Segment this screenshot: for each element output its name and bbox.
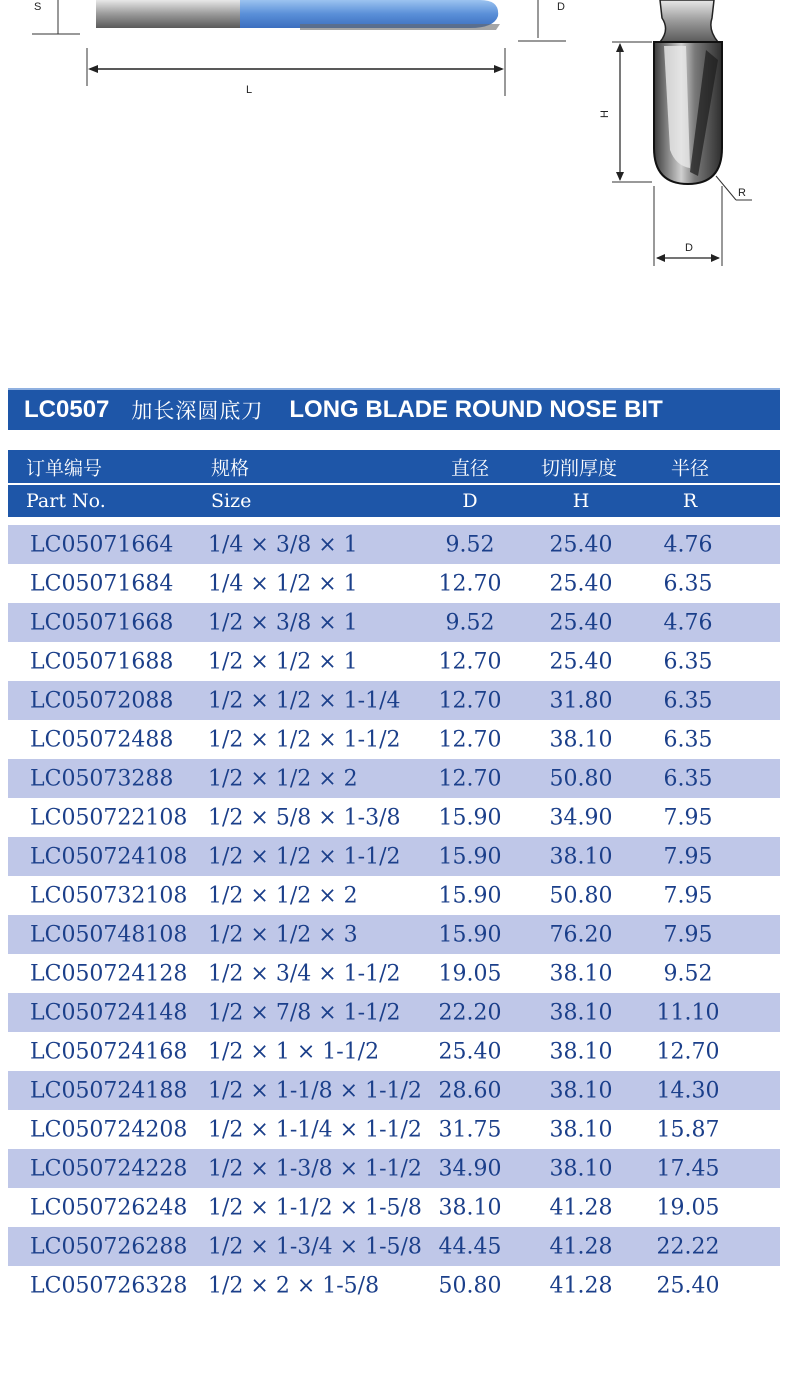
side-diameter-dimension (518, 0, 566, 41)
table-row (8, 759, 780, 798)
cell-size: 1/4 × 3/8 × 1 (208, 532, 358, 557)
cell-part-no: LC050724168 (30, 1039, 188, 1064)
cell-height: 38.10 (549, 1156, 613, 1181)
cell-part-no: LC050726288 (30, 1234, 188, 1259)
cell-size: 1/2 × 1-3/4 × 1-5/8 (208, 1234, 422, 1259)
table-row (8, 876, 780, 915)
table-row (8, 1149, 780, 1188)
cell-radius: 6.35 (663, 571, 713, 596)
cell-part-no: LC050724108 (30, 844, 188, 869)
label-d-top: D (557, 1, 565, 13)
cell-diameter: 15.90 (438, 844, 502, 869)
front-diameter-dimension (654, 186, 722, 266)
table-header-english (8, 485, 780, 517)
table-row (8, 564, 780, 603)
cell-height: 34.90 (549, 805, 613, 830)
cell-size: 1/4 × 1/2 × 1 (208, 571, 358, 596)
cell-diameter: 15.90 (438, 883, 502, 908)
cell-part-no: LC050724128 (30, 961, 188, 986)
bit-dimension-diagram (0, 0, 790, 300)
table-row (8, 837, 780, 876)
header-part-cn: 订单编号 (26, 457, 103, 479)
cell-height: 41.28 (549, 1273, 613, 1298)
cell-radius: 6.35 (663, 766, 713, 791)
cell-size: 1/2 × 1-1/4 × 1-1/2 (208, 1117, 422, 1142)
product-title-bar (8, 388, 780, 430)
label-d-bottom: D (685, 242, 693, 254)
cell-diameter: 19.05 (438, 961, 502, 986)
cell-diameter: 12.70 (438, 766, 502, 791)
shank-dimension-s (32, 0, 80, 34)
table-row (8, 1110, 780, 1149)
cell-size: 1/2 × 5/8 × 1-3/8 (208, 805, 401, 830)
bit-front-view (654, 0, 722, 184)
cell-size: 1/2 × 3/8 × 1 (208, 610, 358, 635)
table-row (8, 954, 780, 993)
cell-height: 38.10 (549, 1000, 613, 1025)
cell-radius: 6.35 (663, 688, 713, 713)
cell-height: 41.28 (549, 1234, 613, 1259)
cell-part-no: LC050732108 (30, 883, 188, 908)
cell-part-no: LC05071688 (30, 649, 174, 674)
cell-radius: 11.10 (656, 1000, 720, 1025)
cell-size: 1/2 × 1/2 × 1-1/2 (208, 844, 401, 869)
cell-part-no: LC050726328 (30, 1273, 188, 1298)
cell-size: 1/2 × 1-3/8 × 1-1/2 (208, 1156, 422, 1181)
table-row (8, 1227, 780, 1266)
cell-height: 25.40 (549, 532, 613, 557)
table-row (8, 1266, 780, 1305)
table-row (8, 1032, 780, 1071)
header-d-cn: 直径 (450, 457, 490, 479)
header-h-en: H (572, 490, 590, 512)
cell-height: 25.40 (549, 571, 613, 596)
header-size-en: Size (211, 490, 252, 512)
cell-part-no: LC050748108 (30, 922, 188, 947)
cell-size: 1/2 × 1/2 × 1-1/4 (208, 688, 401, 713)
cell-size: 1/2 × 7/8 × 1-1/2 (208, 1000, 401, 1025)
length-dimension-l (87, 48, 505, 96)
cell-height: 50.80 (549, 883, 613, 908)
cell-diameter: 15.90 (438, 805, 502, 830)
cell-radius: 7.95 (663, 922, 713, 947)
cell-part-no: LC05071668 (30, 610, 174, 635)
cell-radius: 14.30 (656, 1078, 720, 1103)
cell-size: 1/2 × 1/2 × 3 (208, 922, 358, 947)
table-row (8, 603, 780, 642)
cell-diameter: 12.70 (438, 571, 502, 596)
header-part-en: Part No. (26, 490, 106, 512)
header-d-en: D (462, 490, 478, 512)
cell-height: 25.40 (549, 610, 613, 635)
cell-diameter: 12.70 (438, 727, 502, 752)
cell-part-no: LC050724148 (30, 1000, 188, 1025)
cell-part-no: LC050724208 (30, 1117, 188, 1142)
cell-size: 1/2 × 1-1/8 × 1-1/2 (208, 1078, 422, 1103)
cell-height: 25.40 (549, 649, 613, 674)
header-size-cn: 规格 (211, 457, 250, 479)
cell-diameter: 22.20 (438, 1000, 502, 1025)
cell-part-no: LC050726248 (30, 1195, 188, 1220)
cell-diameter: 12.70 (438, 688, 502, 713)
cell-part-no: LC050724228 (30, 1156, 188, 1181)
table-row (8, 915, 780, 954)
cell-height: 38.10 (549, 961, 613, 986)
product-code: LC0507 (24, 396, 110, 423)
cell-diameter: 31.75 (438, 1117, 502, 1142)
cell-size: 1/2 × 1 × 1-1/2 (208, 1039, 380, 1064)
table-row (8, 642, 780, 681)
cell-radius: 17.45 (656, 1156, 720, 1181)
radius-callout-r (716, 176, 752, 200)
cell-size: 1/2 × 1/2 × 1 (208, 649, 358, 674)
cell-radius: 4.76 (663, 532, 713, 557)
cell-radius: 22.22 (656, 1234, 720, 1259)
cell-size: 1/2 × 1-1/2 × 1-5/8 (208, 1195, 422, 1220)
cell-part-no: LC05072088 (30, 688, 174, 713)
cell-diameter: 25.40 (438, 1039, 502, 1064)
cell-radius: 19.05 (656, 1195, 720, 1220)
cell-diameter: 15.90 (438, 922, 502, 947)
header-h-cn: 切削厚度 (540, 457, 618, 479)
cell-size: 1/2 × 1/2 × 1-1/2 (208, 727, 401, 752)
cell-size: 1/2 × 2 × 1-5/8 (208, 1273, 380, 1298)
label-s: S (34, 1, 42, 13)
cell-radius: 12.70 (656, 1039, 720, 1064)
cell-size: 1/2 × 1/2 × 2 (208, 766, 358, 791)
cell-height: 76.20 (549, 922, 613, 947)
cell-radius: 4.76 (663, 610, 713, 635)
cell-diameter: 34.90 (438, 1156, 502, 1181)
cell-part-no: LC05073288 (30, 766, 174, 791)
cell-diameter: 28.60 (438, 1078, 502, 1103)
cell-radius: 6.35 (663, 649, 713, 674)
cell-height: 50.80 (549, 766, 613, 791)
cell-size: 1/2 × 1/2 × 2 (208, 883, 358, 908)
cell-part-no: LC05072488 (30, 727, 174, 752)
cell-radius: 6.35 (663, 727, 713, 752)
cell-radius: 9.52 (663, 961, 713, 986)
cell-diameter: 9.52 (445, 532, 495, 557)
header-r-cn: 半径 (670, 457, 710, 479)
cell-part-no: LC05071664 (30, 532, 174, 557)
cell-diameter: 38.10 (438, 1195, 502, 1220)
height-dimension-h (599, 42, 652, 182)
cell-part-no: LC050724188 (30, 1078, 188, 1103)
cell-diameter: 50.80 (438, 1273, 502, 1298)
cell-diameter: 44.45 (438, 1234, 502, 1259)
cell-height: 31.80 (549, 688, 613, 713)
cell-part-no: LC05071684 (30, 571, 174, 596)
table-row (8, 798, 780, 837)
cell-radius: 7.95 (663, 805, 713, 830)
product-name-chinese: 加长深圆底刀 (131, 399, 264, 423)
spec-table-body (8, 525, 780, 1305)
cell-part-no: LC050722108 (30, 805, 188, 830)
header-r-en: R (682, 490, 698, 512)
table-header-chinese (8, 450, 780, 483)
table-row (8, 993, 780, 1032)
cell-radius: 15.87 (656, 1117, 720, 1142)
cell-height: 38.10 (549, 1078, 613, 1103)
product-name-english: LONG BLADE ROUND NOSE BIT (289, 396, 663, 423)
cell-radius: 25.40 (656, 1273, 720, 1298)
table-row (8, 1188, 780, 1227)
label-h: H (599, 110, 611, 118)
cell-radius: 7.95 (663, 883, 713, 908)
bit-side-view (96, 0, 500, 30)
label-r: R (738, 187, 746, 199)
cell-height: 41.28 (549, 1195, 613, 1220)
cell-height: 38.10 (549, 1039, 613, 1064)
table-row (8, 681, 780, 720)
label-l: L (246, 84, 253, 96)
table-row (8, 720, 780, 759)
cell-radius: 7.95 (663, 844, 713, 869)
cell-diameter: 9.52 (445, 610, 495, 635)
cell-size: 1/2 × 3/4 × 1-1/2 (208, 961, 401, 986)
table-row (8, 1071, 780, 1110)
cell-height: 38.10 (549, 727, 613, 752)
cell-height: 38.10 (549, 1117, 613, 1142)
cell-height: 38.10 (549, 844, 613, 869)
cell-diameter: 12.70 (438, 649, 502, 674)
table-row (8, 525, 780, 564)
